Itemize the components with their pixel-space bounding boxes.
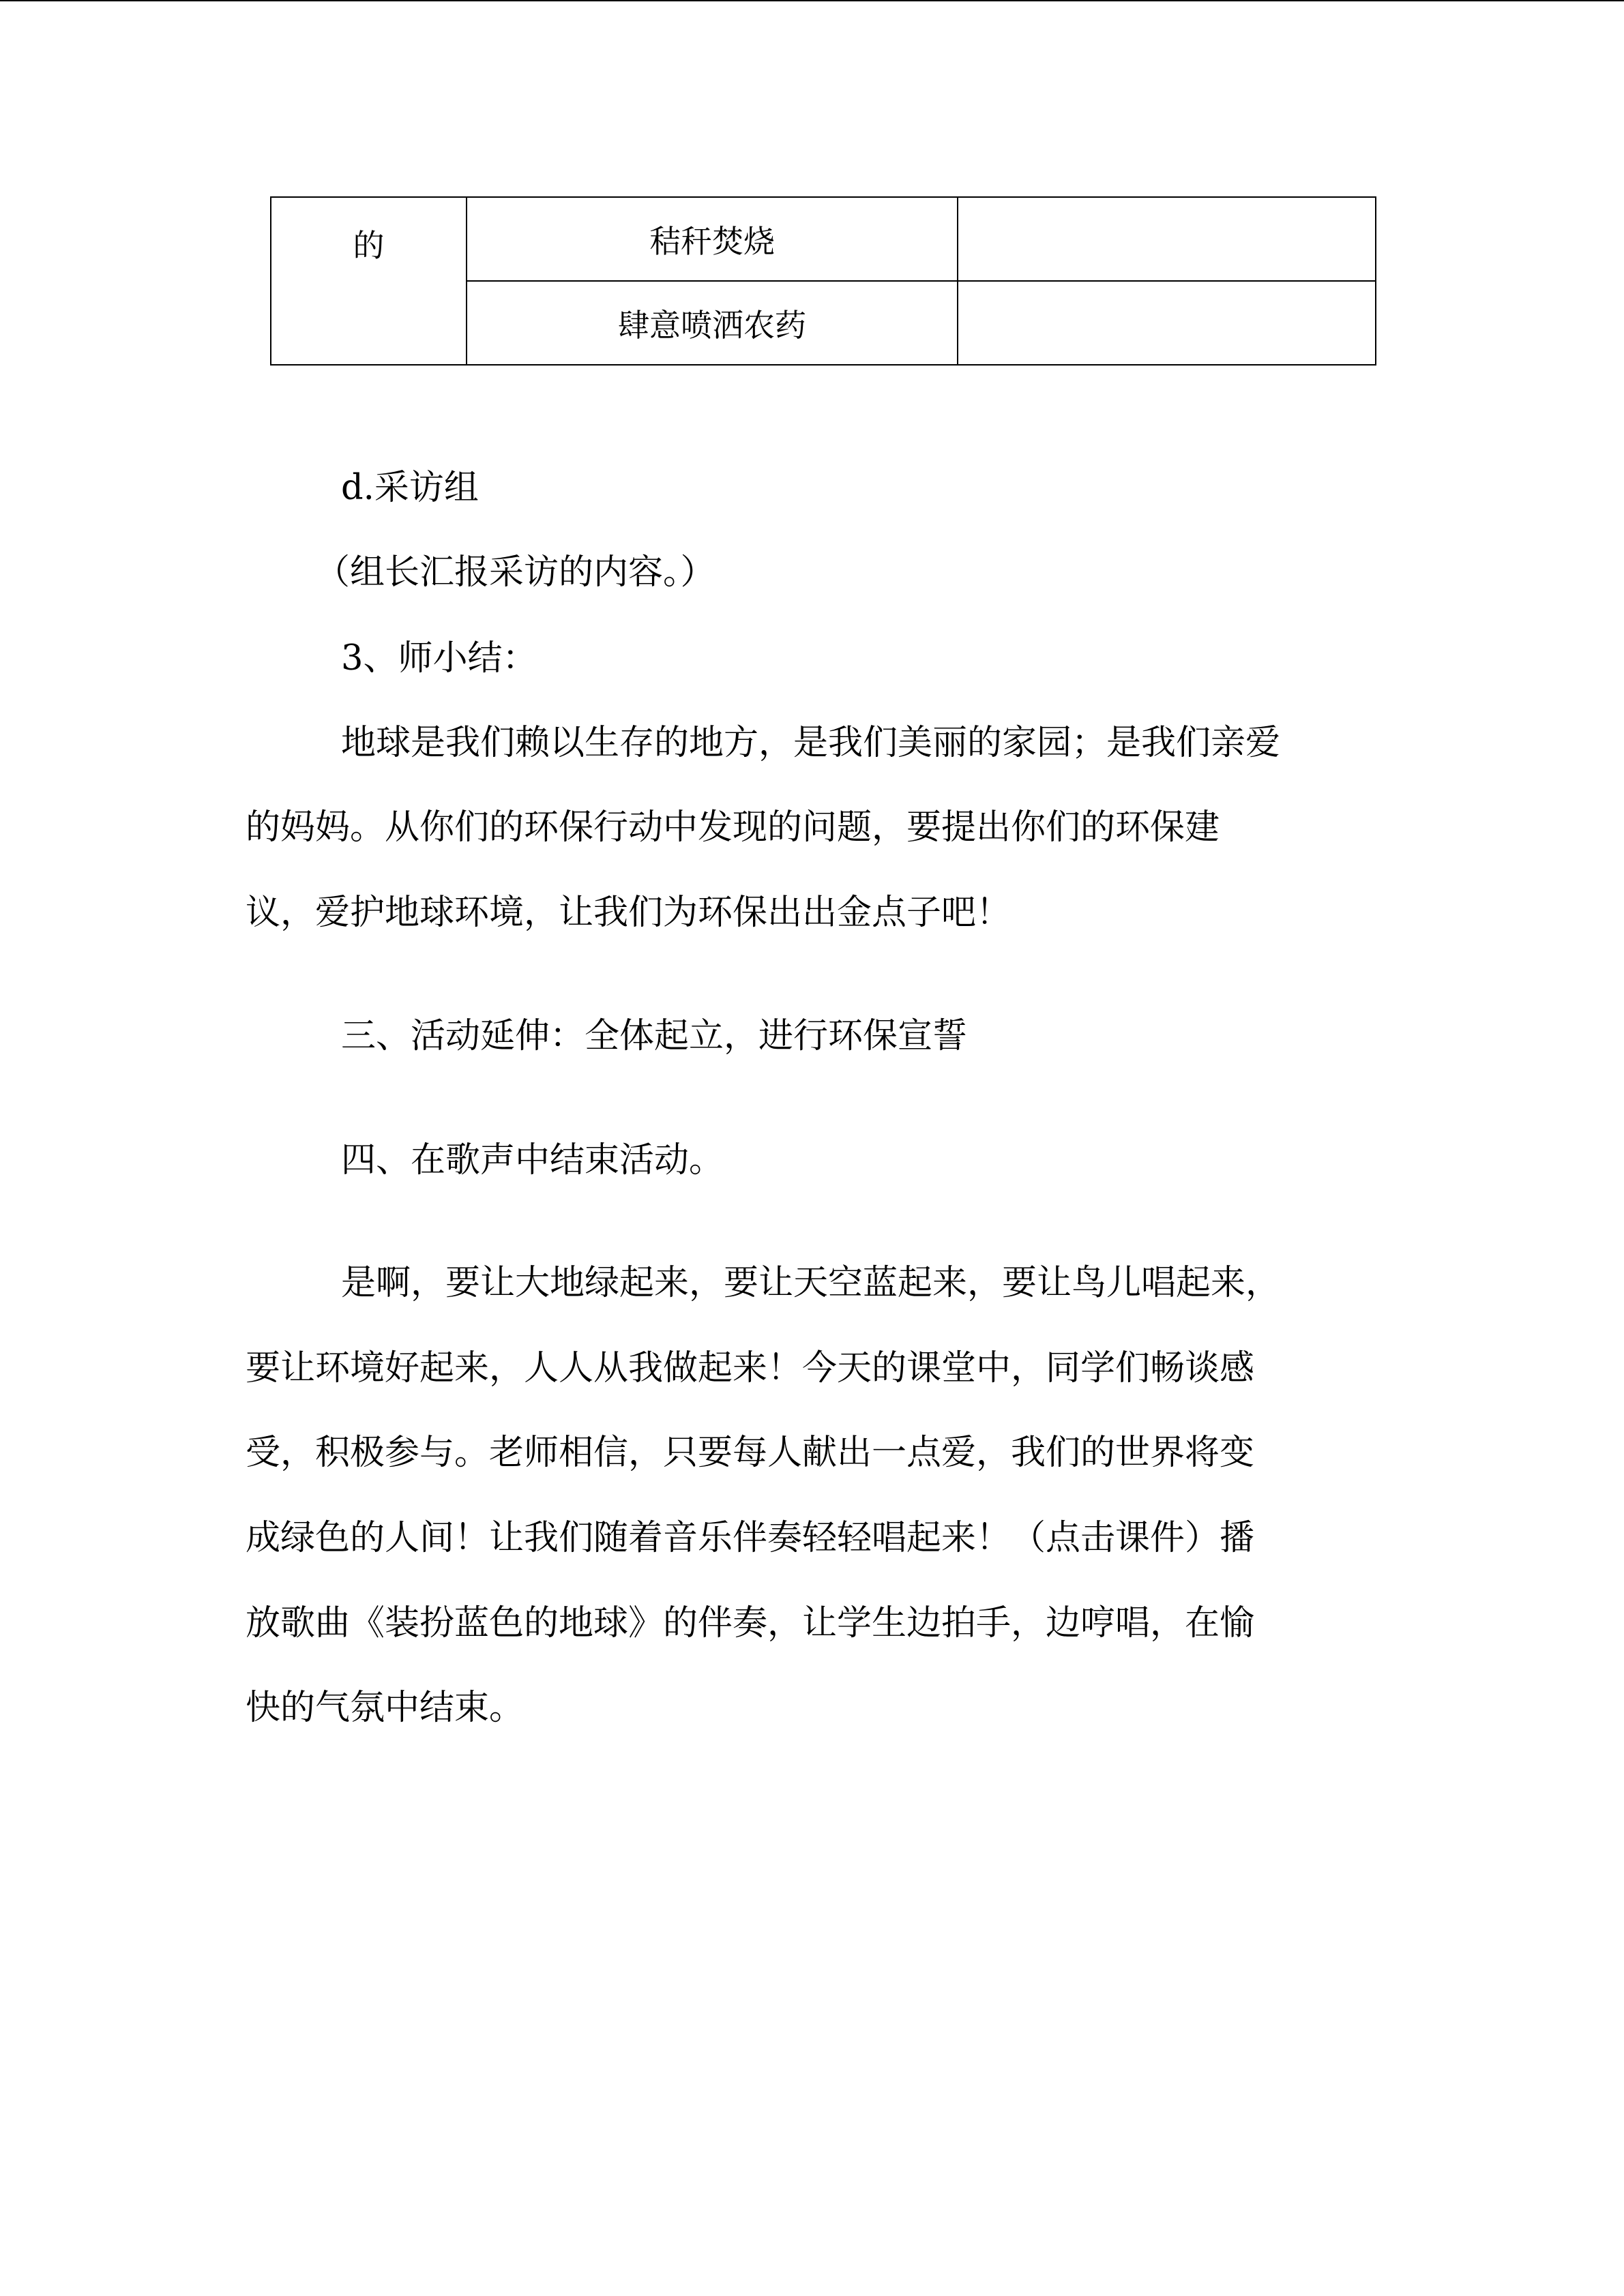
table-row	[271, 197, 1376, 281]
table-cell-note	[958, 281, 1376, 365]
summary-heading: 3、师小结：	[341, 638, 537, 679]
closing-line: 是啊，要让大地绿起来，要让天空蓝起来，要让鸟儿唱起来，	[341, 1263, 1281, 1303]
table-cell-note	[958, 197, 1376, 281]
closing-line: 放歌曲《装扮蓝色的地球》的伴奏，让学生边拍手，边哼唱，在愉	[246, 1603, 1255, 1643]
table-cell-item: 肆意喷洒农药	[467, 281, 958, 365]
activity-table	[270, 196, 1376, 366]
section-d-note: （组长汇报采访的内容。）	[315, 552, 715, 593]
summary-line: 的妈妈。从你们的环保行动中发现的问题，要提出你们的环保建	[246, 807, 1220, 848]
table-cell-item: 秸秆焚烧	[467, 197, 958, 281]
ending-heading: 四、在歌声中结束活动。	[341, 1140, 724, 1180]
page-top-border	[0, 0, 1624, 1]
closing-line: 受，积极参与。老师相信，只要每人献出一点爱，我们的世界将变	[246, 1433, 1255, 1473]
extension-heading: 三、活动延伸：全体起立，进行环保宣誓	[341, 1016, 968, 1056]
table-merged-cell: 的	[271, 197, 467, 365]
closing-line: 成绿色的人间！让我们随着音乐伴奏轻轻唱起来！（点击课件）播	[246, 1518, 1255, 1558]
summary-line: 议，爱护地球环境，让我们为环保出出金点子吧！	[246, 893, 1012, 933]
closing-line: 要让环境好起来，人人从我做起来！今天的课堂中，同学们畅谈感	[246, 1348, 1255, 1388]
summary-line: 地球是我们赖以生存的地方，是我们美丽的家园；是我们亲爱	[341, 723, 1281, 763]
closing-line: 快的气氛中结束。	[246, 1688, 525, 1728]
section-d-heading: d.采访组	[341, 468, 479, 508]
